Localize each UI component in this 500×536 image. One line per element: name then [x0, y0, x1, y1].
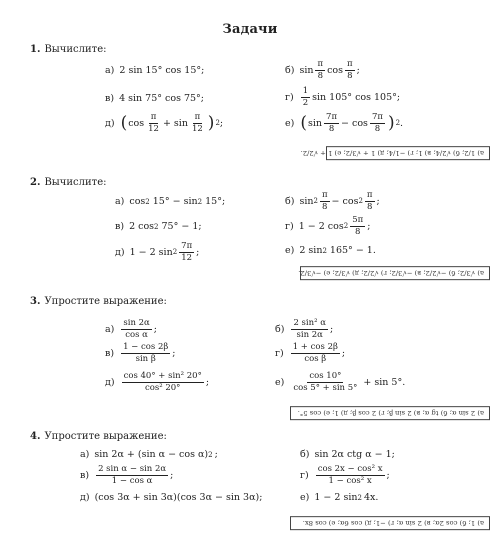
problem-1-item-e: е) ( sin $\frac{7\pi}{8}$ − cos $\frac{7\pi}{8}$ ) 2 .	[285, 112, 404, 134]
problem-3-item-a: а) $\frac{\sin 2\alpha}{\text{cos α}}$ ;	[105, 318, 157, 340]
problem-1-item-g: г) $\frac{1}{2}$ sin 105° cos 105°;	[285, 86, 401, 108]
problem-number: 2.	[30, 177, 41, 188]
problem-number: 1.	[30, 44, 41, 55]
problem-number: 4.	[30, 431, 41, 442]
problem-3-item-e: е) $\frac{\cos 10^\circ}{\cos 5^\circ + \sin 5^\circ}$ + sin 5°.	[275, 371, 406, 393]
problem-3-heading	[30, 296, 167, 307]
problem-3-item-d: д) $\frac{\text{cos 40° + sin² 20°}}{\text{cos² 20°}}$ ;	[105, 371, 210, 393]
problem-2-item-b: б) sin 2 $\frac{\pi}{8}$ − cos 2 $\frac{\pi}{8}$ ;	[285, 190, 380, 212]
problem-3-item-v: в) $\frac{1 - \cos 2\beta}{\text{sin β}}$ ;	[105, 342, 176, 364]
problem-4-answer-box: а) 1; б) cos 2α; в) 2 sin α; г) −1; д) cos 6α; е) cos 8x.	[290, 516, 490, 530]
problem-4-item-e: е) 1 − 2 sin 2 4x.	[300, 492, 379, 503]
problem-4-item-g: г) $\frac{\text{cos 2x − cos² x}}{\text{1 − cos² x}}$ ;	[300, 464, 390, 486]
problem-4-heading	[30, 431, 167, 442]
problem-2-heading	[30, 177, 106, 188]
problem-prompt: Вычислите:	[44, 177, 107, 188]
problem-1-answer-box: а) 1/2; б) √2/4; в) 1; г) −1/4; д) 1 + √3/2; е) 1 + √2/2.	[326, 146, 490, 160]
problem-2-item-g: г) 1 − 2 cos 2 $\frac{5\pi}{8}$ ;	[285, 215, 371, 237]
page-title: Задачи	[222, 22, 278, 37]
problem-4-item-a: а) sin 2α + (sin α − cos α) 2 ;	[80, 449, 218, 460]
problem-2-item-d: д) 1 − 2 sin 2 $\frac{7\pi}{12}$ ;	[115, 241, 200, 263]
problem-prompt: Упростите выражение:	[44, 296, 167, 307]
problem-4-item-d: д) (cos 3α + sin 3α)(cos 3α − sin 3α);	[80, 492, 263, 503]
problem-1-item-v: в) 4 sin 75° cos 75°;	[105, 93, 205, 104]
problem-2-item-e: е) 2 sin 2 165° − 1.	[285, 245, 376, 256]
problem-3-item-g: г) $\frac{1 + \cos 2\beta}{\text{cos β}}$ ;	[275, 342, 346, 364]
problem-3-answer-box: а) 2 sin α; б) tg α; в) 2 sin β; г) 2 cos β; д) 1; е) cos 5°.	[290, 406, 490, 420]
problem-4-item-v: в) $\frac{\text{2 sin α − sin 2α}}{\text{1 − cos α}}$ ;	[80, 464, 174, 486]
problem-prompt: Вычислите:	[44, 44, 107, 55]
problem-1-item-b: б) sin $\frac{\pi}{8}$ cos $\frac{\pi}{8}$ ;	[285, 59, 360, 81]
problem-2-answer-box: а) √3/2; б) −√2/2; в) −√3/2; г) √2/2; д) √3/2; е) −√3/2.	[300, 266, 490, 280]
problem-3-item-b: б) $\frac{\text{2 sin² α}}{\sin 2\alpha}$ ;	[275, 318, 334, 340]
problem-1-heading	[30, 44, 106, 55]
problem-4-item-b: б) sin 2α ctg α − 1;	[300, 449, 395, 460]
problem-1-item-d: д) ( cos $\frac{\pi}{12}$ + sin $\frac{\pi}{12}$ ) 2 ;	[105, 112, 224, 134]
problem-prompt: Упростите выражение:	[44, 431, 167, 442]
problem-1-item-a: а) 2 sin 15° cos 15°;	[105, 65, 205, 76]
problem-2-item-v: в) 2 cos 2 75° − 1;	[115, 221, 202, 232]
problem-2-item-a: а) cos 2 15° − sin 2 15°;	[115, 196, 226, 207]
problem-number: 3.	[30, 296, 41, 307]
